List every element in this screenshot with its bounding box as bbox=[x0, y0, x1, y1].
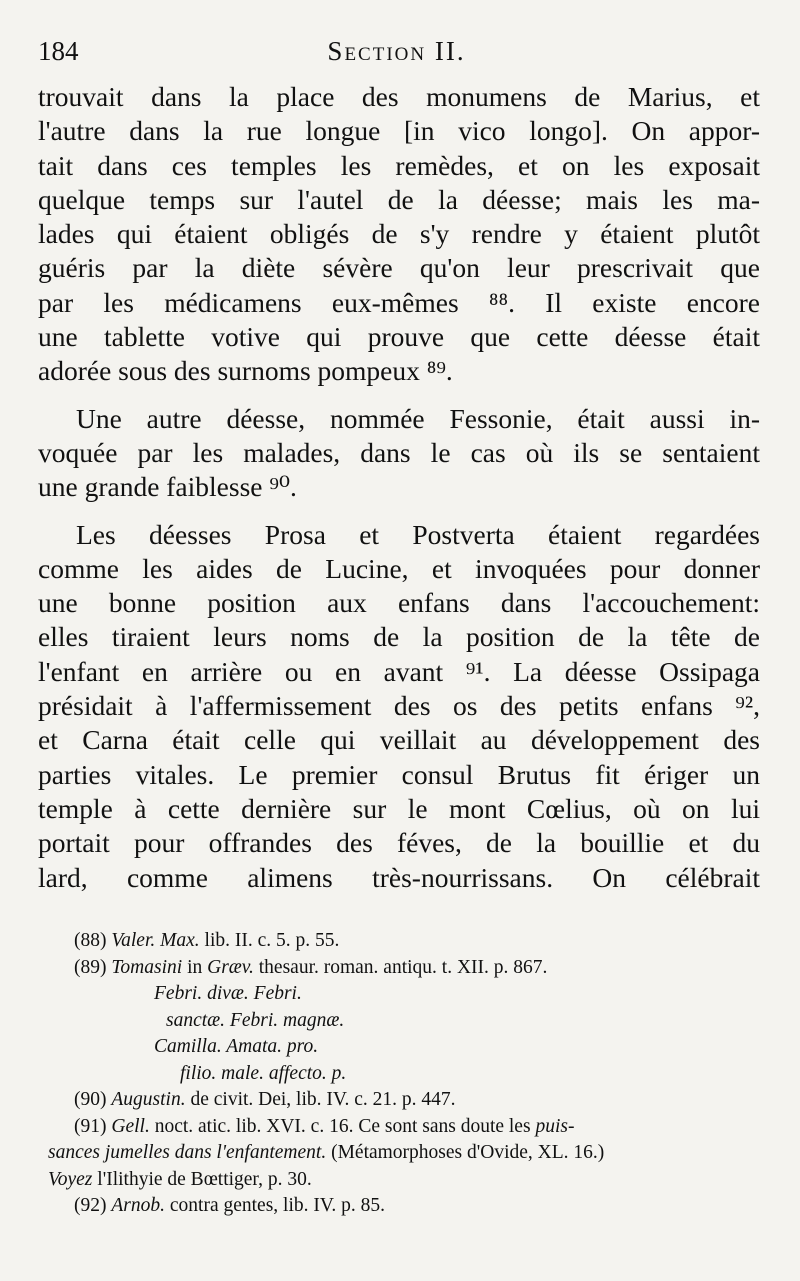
body-text bbox=[38, 80, 760, 895]
footnote-91-continued: sances jumelles dans l'enfantement. (Métamorphoses d'Ovide, XL. 16.) bbox=[48, 1142, 605, 1163]
text-line: temple à cette dernière sur le mont Cœlius, où on lui bbox=[38, 792, 760, 824]
text-line: parties vitales. Le premier consul Brutus fit ériger un bbox=[38, 758, 760, 790]
text-line: par les médicamens eux-mêmes ⁸⁸. Il existe encore bbox=[38, 286, 760, 318]
paragraph-gap bbox=[38, 389, 760, 402]
footnotes bbox=[48, 928, 760, 1220]
text-line: une tablette votive qui prouve que cette déesse était bbox=[38, 321, 760, 353]
running-title: Section II. bbox=[327, 36, 466, 66]
text-line: comme les aides de Lucine, et invoquées pour donner bbox=[38, 552, 760, 584]
text-line: lades qui étaient obligés de s'y rendre y étaient plutôt bbox=[38, 218, 760, 250]
page-header bbox=[38, 36, 755, 76]
footnote-92: (92) Arnob. contra gentes, lib. IV. p. 85. bbox=[74, 1195, 386, 1216]
page-number: 184 bbox=[38, 36, 79, 66]
text-line: l'enfant en arrière ou en avant ⁹¹. La déesse Ossipaga bbox=[38, 655, 760, 687]
text-line: elles tiraient leurs noms de la position de la tête de bbox=[38, 621, 760, 653]
text-line: présidait à l'affermissement des os des petits enfans ⁹², bbox=[38, 690, 760, 722]
inscription-line: filio. male. affecto. p. bbox=[180, 1062, 347, 1084]
text-line: trouvait dans la place des monumens de Marius, et bbox=[38, 81, 760, 112]
paragraph-gap bbox=[38, 505, 760, 518]
inscription-line: sanctæ. Febri. magnæ. bbox=[166, 1009, 345, 1031]
text-line: lard, comme alimens très-nourrissans. On célébrait bbox=[38, 861, 760, 893]
inscription-line: Camilla. Amata. pro. bbox=[154, 1036, 319, 1057]
text-line: quelque temps sur l'autel de la déesse; mais les ma- bbox=[38, 183, 760, 215]
text-line: guéris par la diète sévère qu'on leur prescrivait que bbox=[38, 252, 760, 284]
footnote-91: (91) Gell. noct. atic. lib. XVI. c. 16. Ce sont sans doute les puis- bbox=[74, 1115, 575, 1137]
text-line: une bonne position aux enfans dans l'accouchement: bbox=[38, 587, 760, 619]
text-line: adorée sous des surnoms pompeux ⁸⁹. bbox=[38, 355, 453, 387]
footnote-88: (88) Valer. Max. lib. II. c. 5. p. 55. bbox=[74, 930, 340, 951]
footnote-89: (89) Tomasini in Græv. thesaur. roman. antiqu. t. XII. p. 867. bbox=[74, 956, 548, 978]
text-line: et Carna était celle qui veillait au développement des bbox=[38, 724, 760, 756]
text-line: voquée par les malades, dans le cas où ils se sentaient bbox=[38, 436, 760, 468]
text-line: Une autre déesse, nommée Fessonie, était aussi in- bbox=[76, 402, 760, 434]
footnote-91-continued: Voyez l'Ilithyie de Bœttiger, p. 30. bbox=[48, 1168, 312, 1190]
inscription-line: Febri. divæ. Febri. bbox=[154, 983, 302, 1004]
text-line: l'autre dans la rue longue [in vico longo]. On appor- bbox=[38, 115, 760, 147]
footnote-90: (90) Augustin. de civit. Dei, lib. IV. c. 21. p. 447. bbox=[74, 1089, 456, 1110]
text-line: Les déesses Prosa et Postverta étaient regardées bbox=[76, 518, 760, 550]
text-line: une grande faiblesse ⁹⁰. bbox=[38, 471, 297, 503]
text-line: portait pour offrandes des féves, de la bouillie et du bbox=[38, 827, 760, 859]
text-line: tait dans ces temples les remèdes, et on les exposait bbox=[38, 149, 760, 181]
